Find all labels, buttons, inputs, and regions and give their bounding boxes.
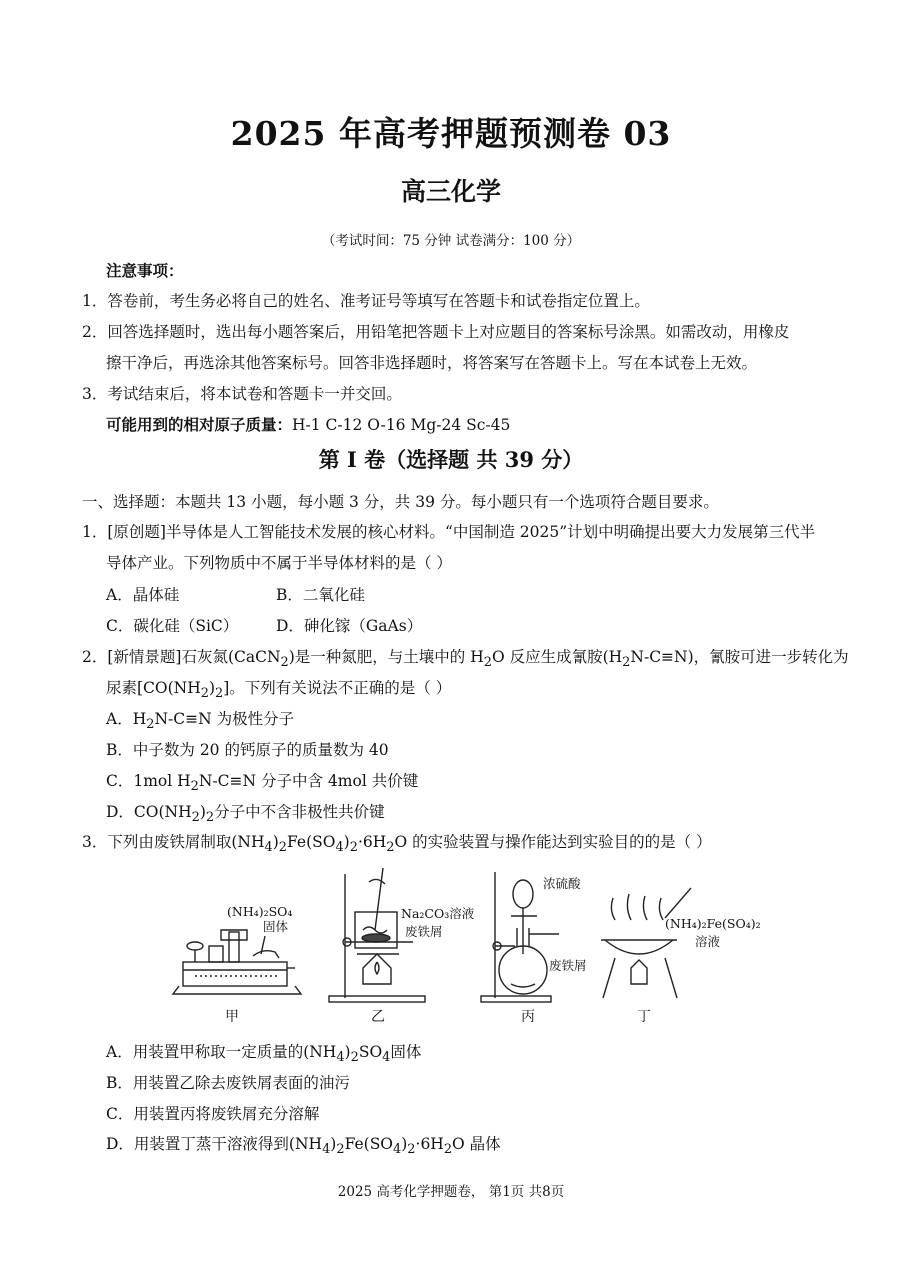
q1-option-c: C．碳化硅（SiC）: [106, 617, 239, 635]
note-2-line2: 擦干净后，再选涂其他答案标号。回答非选择题时，将答案写在答题卡上。写在本试卷上无效。: [106, 354, 758, 372]
caption-bing: 丙: [521, 1009, 535, 1025]
q2-stem-line2: 尿素$[CO(NH_2)_2]$。下列有关说法不正确的是（ ）: [106, 679, 452, 702]
q2-option-b: B．中子数为 20 的钙原子的质量数为 40: [106, 741, 389, 759]
caption-jia: 甲: [225, 1009, 239, 1025]
q3-option-a: A．用装置甲称取一定质量的$(NH_4)_2SO_4$固体: [106, 1043, 422, 1066]
label-ding-solution: (NH₄)₂Fe(SO₄)₂: [665, 916, 761, 931]
q3-option-c: C．用装置丙将废铁屑充分溶解: [106, 1105, 320, 1123]
label-bing-acid: 浓硫酸: [543, 876, 581, 891]
section-title: 第 I 卷（选择题 共 39 分）: [318, 447, 584, 472]
caption-yi: 乙: [371, 1009, 385, 1025]
q1-option-a: A．晶体硅: [106, 586, 180, 604]
q2-option-d: D．$CO(NH_2)_2$分子中不含非极性共价键: [106, 803, 385, 826]
q2-option-c: C．1mol $H_2N-C\equiv N$ 分子中含 4mol 共价键: [106, 772, 419, 795]
note-1: 1．答卷前，考生务必将自己的姓名、准考证号等填写在答题卡和试卷指定位置上。: [82, 292, 650, 310]
atomic-mass-line: [106, 413, 510, 435]
atomic-mass-values: H-1 C-12 O-16 Mg-24 Sc-45: [292, 416, 511, 434]
note-3: 3．考试结束后，将本试卷和答题卡一并交回。: [82, 385, 402, 403]
q1-stem-line1: 1．[原创题]半导体是人工智能技术发展的核心材料。“中国制造 2025”计划中明确提出要大力发展第三代半: [82, 523, 816, 541]
section-intro: 一、选择题：本题共 13 小题，每小题 3 分，共 39 分。每小题只有一个选项符合题目要求。: [82, 493, 719, 511]
q3-stem: 3．下列由废铁屑制取$(NH_4)_2Fe(SO_4)_2\cdot 6H_2O$ 的实验装置与操作能达到实验目的的是（ ）: [82, 833, 712, 856]
label-bing-scrap: 废铁屑: [549, 958, 587, 973]
label-yi-solution: Na₂CO₃溶液: [401, 906, 475, 921]
subject-title: 高三化学: [400, 177, 501, 206]
q2-stem-line1: 2．[新情景题]石灰氮(CaCN$_2$)是一种氮肥，与土壤中的 $H_2O$ 反应生成氰胺$(H_2N-C\equiv N)$，氰胺可进一步转化为: [82, 648, 849, 671]
page-footer: 2025 高考化学押题卷， 第1页 共8页: [337, 1184, 565, 1200]
label-ding-liquid: 溶液: [695, 934, 721, 949]
evaporating-dish-apparatus: [601, 888, 691, 998]
label-jia-reagent: (NH₄)₂SO₄: [227, 904, 293, 919]
q1-option-b: B．二氧化硅: [276, 586, 365, 604]
caption-ding: 丁: [637, 1009, 651, 1025]
notes-heading: 注意事项：: [106, 261, 184, 280]
q1-option-d: D．砷化镓（GaAs）: [276, 617, 423, 635]
flask-funnel-apparatus: [481, 872, 559, 1002]
page-title: 2025 年高考押题预测卷 03: [230, 114, 672, 153]
q2-option-a: A．$H_2N-C\equiv N$ 为极性分子: [106, 710, 295, 733]
q3-option-b: B．用装置乙除去废铁屑表面的油污: [106, 1074, 350, 1092]
exam-meta: （考试时间：75 分钟 试卷满分：100 分）: [321, 233, 581, 249]
label-jia-solid: 固体: [263, 919, 289, 934]
apparatus-figure: [165, 858, 761, 1028]
q1-stem-line2: 导体产业。下列物质中不属于半导体材料的是（ ）: [106, 554, 452, 572]
note-2-line1: 2．回答选择题时，选出每小题答案后，用铅笔把答题卡上对应题目的答案标号涂黑。如需改动，用橡皮: [82, 323, 790, 341]
balance-apparatus: [173, 930, 301, 994]
label-yi-scrap: 废铁屑: [405, 924, 443, 939]
q3-option-d: D．用装置丁蒸干溶液得到$(NH_4)_2Fe(SO_4)_2\cdot 6H_2O$ 晶体: [106, 1135, 501, 1158]
atomic-mass-label: 可能用到的相对原子质量：: [106, 415, 293, 434]
